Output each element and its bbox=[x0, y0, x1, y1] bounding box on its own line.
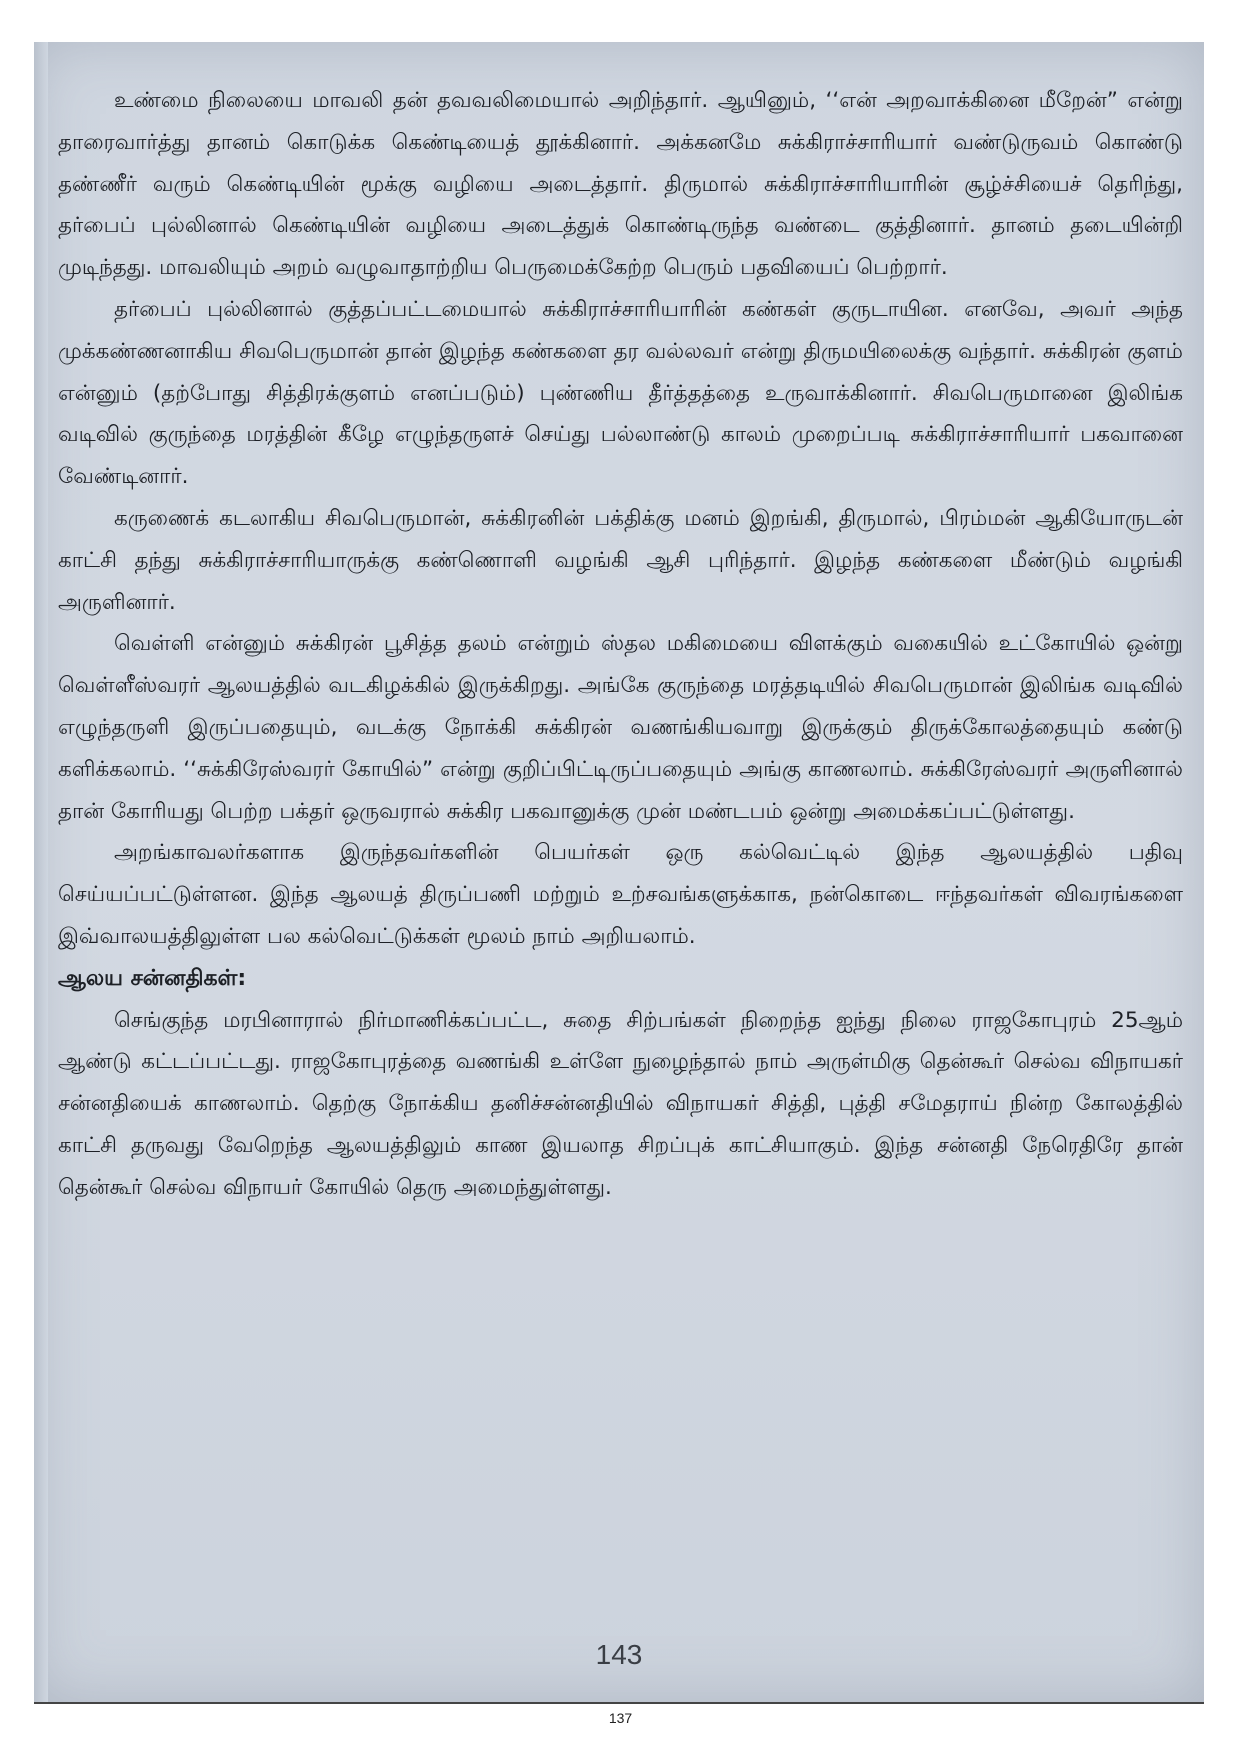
paragraph-shiva-grace: கருணைக் கடலாகிய சிவபெருமான், சுக்கிரனின் பக்திக்கு மனம் இறங்கி, திருமால், பிரம்மன் ஆகியோருடன் காட்சி தந்து சுக்கிராச்சாரியாருக்கு கண்ணொளி வழங்கி ஆசி புரிந்தார். இழந்த கண்களை மீண்டும் வழங்கி அருளினார். bbox=[58, 505, 1183, 615]
scanned-page bbox=[34, 42, 1204, 1702]
paragraph-rajagopuram: செங்குந்த மரபினாரால் நிர்மாணிக்கப்பட்ட, சுதை சிற்பங்கள் நிறைந்த ஐந்து நிலை ராஜகோபுரம் 25ஆம் ஆண்டு கட்டப்பட்டது. ராஜகோபுரத்தை வணங்கி உள்ளே நுழைந்தால் நாம் அருள்மிகு தென்கூர் செல்வ விநாயகர் சன்னதியைக் காணலாம். தெற்கு நோக்கிய தனிச்சன்னதியில் விநாயகர் சித்தி, புத்தி சமேதராய் நின்ற கோலத்தில் காட்சி தருவது வேறெந்த ஆலயத்திலும் காண இயலாத சிறப்புக் காட்சியாகும். இந்த சன்னதி நேரெதிரே தான் தென்கூர் செல்வ விநாயர் கோயில் தெரு அமைந்துள்ளது. bbox=[58, 1007, 1183, 1200]
section-heading: ஆலய சன்னதிகள்: bbox=[58, 965, 247, 991]
paragraph-sukra-blindness: தர்பைப் புல்லினால் குத்தப்பட்டமையால் சுக்கிராச்சாரியாரின் கண்கள் குருடாயின. எனவே, அவர் அந்த முக்கண்ணனாகிய சிவபெருமான் தான் இழந்த கண்களை தர வல்லவர் என்று திருமயிலைக்கு வந்தார். சுக்கிரன் குளம் என்னும் (தற்போது சித்திரக்குளம் எனப்படும்) புண்ணிய தீர்த்தத்தை உருவாக்கினார். சிவபெருமானை இலிங்க வடிவில் குருந்தை மரத்தின் கீழே எழுந்தருளச் செய்து பல்லாண்டு காலம் முறைப்படி சுக்கிராச்சாரியார் பகவானை வேண்டினார். bbox=[58, 296, 1183, 490]
footer-divider bbox=[34, 1702, 1204, 1704]
printed-page-number: 143 bbox=[595, 1639, 643, 1670]
page-binding-edge bbox=[34, 42, 48, 1702]
paragraph-velli-shrine: வெள்ளி என்னும் சுக்கிரன் பூசித்த தலம் என்றும் ஸ்தல மகிமையை விளக்கும் வகையில் உட்கோயில் ஒன்று வெள்ளீஸ்வரர் ஆலயத்தில் வடகிழக்கில் இருக்கிறது. அங்கே குருந்தை மரத்தடியில் சிவபெருமான் இலிங்க வடிவில் எழுந்தருளி இருப்பதையும், வடக்கு நோக்கி சுக்கிரன் வணங்கியவாறு இருக்கும் திருக்கோலத்தையும் கண்டு களிக்கலாம். ‘‘சுக்கிரேஸ்வரர் கோயில்” என்று குறிப்பிட்டிருப்பதையும் அங்கு காணலாம். சுக்கிரேஸ்வரர் அருளினால் தான் கோரியது பெற்ற பக்தர் ஒருவரால் சுக்கிர பகவானுக்கு முன் மண்டபம் ஒன்று அமைக்கப்பட்டுள்ளது. bbox=[58, 631, 1183, 824]
body-text bbox=[58, 80, 1183, 1209]
pdf-page-number: 137 bbox=[608, 1710, 633, 1726]
paragraph-inscriptions: அறங்காவலர்களாக இருந்தவர்களின் பெயர்கள் ஒரு கல்வெட்டில் இந்த ஆலயத்தில் பதிவு செய்யப்பட்டுள்ளன. இந்த ஆலயத் திருப்பணி மற்றும் உற்சவங்களுக்காக, நன்கொடை ஈந்தவர்கள் விவரங்களை இவ்வாலயத்திலுள்ள பல கல்வெட்டுக்கள் மூலம் நாம் அறியலாம். bbox=[58, 840, 1183, 949]
paragraph-mavali: உண்மை நிலையை மாவலி தன் தவவலிமையால் அறிந்தார். ஆயினும், ‘‘என் அறவாக்கினை மீறேன்” என்று தாரைவார்த்து தானம் கொடுக்க கெண்டியைத் தூக்கினார். அக்கனமே சுக்கிராச்சாரியார் வண்டுருவம் கொண்டு தண்ணீர் வரும் கெண்டியின் மூக்கு வழியை அடைத்தார். திருமால் சுக்கிராச்சாரியாரின் சூழ்ச்சியைச் தெரிந்து, தர்பைப் புல்லினால் கெண்டியின் வழியை அடைத்துக் கொண்டிருந்த வண்டை குத்தினார். தானம் தடையின்றி முடிந்தது. மாவலியும் அறம் வழுவாதாற்றிய பெருமைக்கேற்ற பெரும் பதவியைப் பெற்றார். bbox=[58, 88, 1183, 281]
